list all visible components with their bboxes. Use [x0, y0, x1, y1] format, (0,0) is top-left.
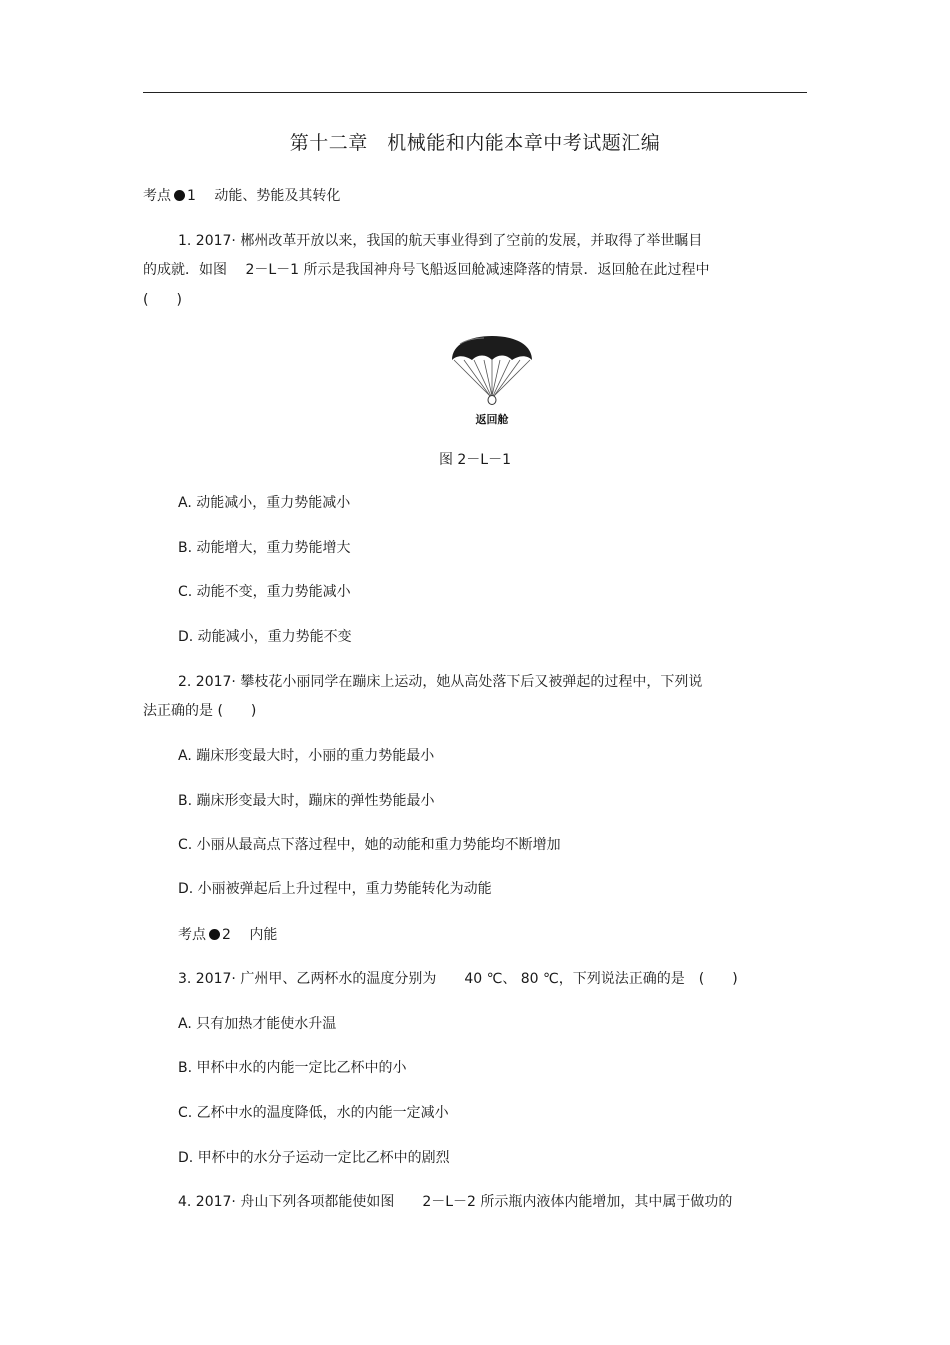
section-number: 2: [222, 927, 231, 943]
section-number: 1: [187, 188, 196, 204]
question-2-option-d: D. 小丽被弹起后上升过程中，重力势能转化为动能: [178, 881, 492, 897]
header-rule: [143, 92, 807, 93]
figure-label: 返回舱: [475, 413, 509, 426]
question-3-option-d: D. 甲杯中的水分子运动一定比乙杯中的剧烈: [178, 1150, 450, 1166]
question-1-line-2: 的成就．如图 2－L－1 所示是我国神舟号飞船返回舱减速降落的情景．返回舱在此过程中: [143, 262, 710, 278]
section-prefix: 考点: [143, 188, 171, 204]
section-label: 动能、势能及其转化: [214, 188, 341, 204]
section-prefix: 考点: [178, 927, 206, 943]
question-3-line-1: 3. 2017· 广州甲、乙两杯水的温度分别为 40 ℃、 80 ℃，下列说法正确的是 ( ): [178, 971, 738, 987]
question-2-option-b: B. 蹦床形变最大时，蹦床的弹性势能最小: [178, 793, 435, 809]
section-label: 内能: [249, 927, 278, 943]
question-1-option-b: B. 动能增大，重力势能增大: [178, 540, 351, 556]
question-2-option-a: A. 蹦床形变最大时，小丽的重力势能最小: [178, 748, 435, 764]
question-1-option-d: D. 动能减小，重力势能不变: [178, 629, 352, 645]
figure-caption: 图 2－L－1: [438, 452, 512, 468]
bullet-icon: [209, 929, 220, 940]
section-heading-1: [143, 186, 340, 206]
section-heading-2: [178, 925, 277, 945]
parachute-figure: [446, 334, 538, 428]
page-title: 第十二章 机械能和内能本章中考试题汇编: [289, 132, 661, 154]
question-2-line-1: 2. 2017· 攀枝花小丽同学在蹦床上运动，她从高处落下后又被弹起的过程中，下列说: [178, 674, 703, 690]
bullet-icon: [174, 190, 185, 201]
question-3-option-b: B. 甲杯中水的内能一定比乙杯中的小: [178, 1060, 407, 1076]
question-1-option-a: A. 动能减小，重力势能减小: [178, 495, 351, 511]
question-2-line-2: 法正确的是 ( ): [143, 703, 257, 719]
question-1-answer-blank: ( ): [143, 292, 182, 308]
question-2-option-c: C. 小丽从最高点下落过程中，她的动能和重力势能均不断增加: [178, 837, 561, 853]
question-1-line-1: 1. 2017· 郴州改革开放以来，我国的航天事业得到了空前的发展，并取得了举世瞩目: [178, 233, 703, 249]
question-3-option-c: C. 乙杯中水的温度降低，水的内能一定减小: [178, 1105, 449, 1121]
question-1-option-c: C. 动能不变，重力势能减小: [178, 584, 351, 600]
question-3-option-a: A. 只有加热才能使水升温: [178, 1016, 337, 1032]
question-4-line-1: 4. 2017· 舟山下列各项都能使如图 2－L－2 所示瓶内液体内能增加，其中属于做功的: [178, 1194, 733, 1210]
